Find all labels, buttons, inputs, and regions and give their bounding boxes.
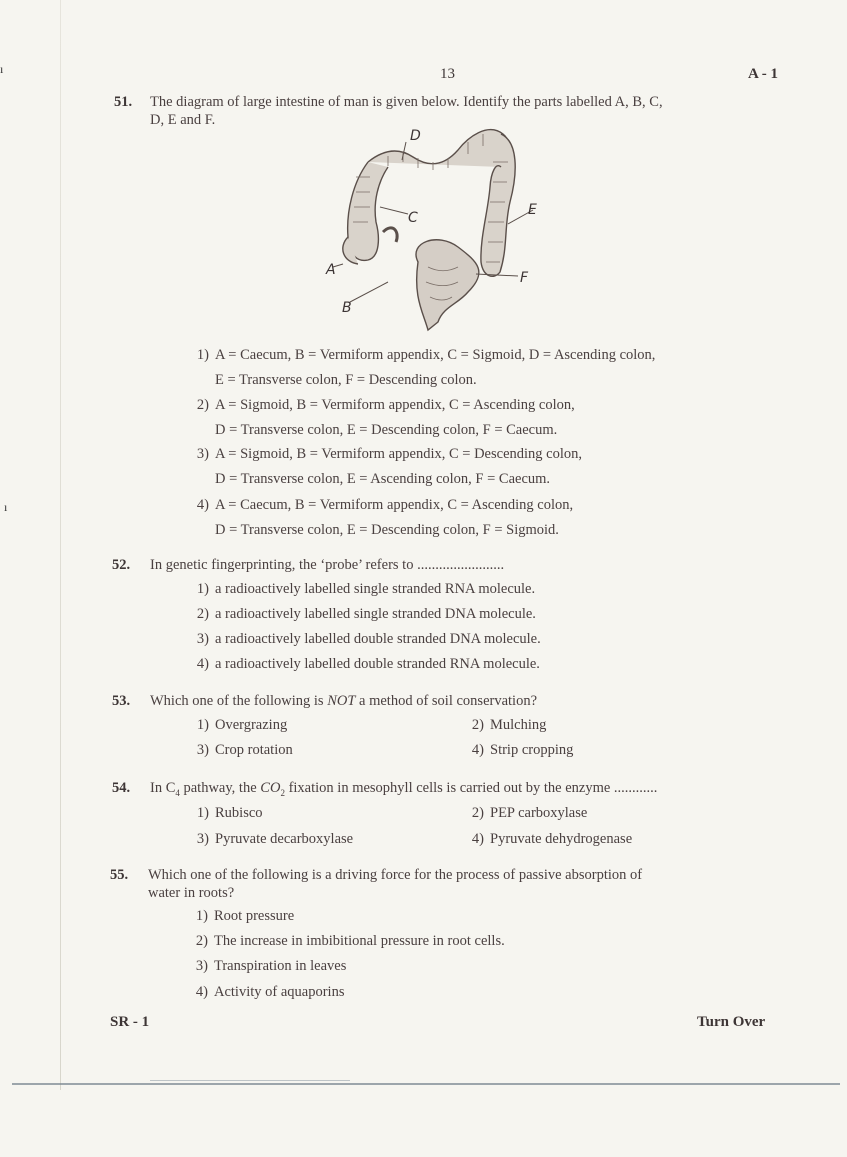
option-number: 3) — [196, 742, 209, 758]
option-text: Rubisco — [215, 805, 263, 821]
subscript: 2 — [280, 787, 285, 798]
option-text: A = Sigmoid, B = Vermiform appendix, C = Ascending colon, — [215, 397, 575, 413]
option-2[interactable] — [462, 717, 546, 734]
option-number: 1) — [196, 347, 209, 363]
option-number: 1) — [196, 717, 209, 733]
option-text: Pyruvate dehydrogenase — [490, 831, 633, 847]
option-number: 4) — [471, 742, 484, 758]
option-number: 2) — [471, 805, 484, 821]
option-text: Activity of aquaporins — [214, 984, 345, 1000]
option-number: 3) — [196, 831, 209, 847]
option-text: Overgrazing — [215, 717, 288, 733]
option-3[interactable] — [187, 742, 293, 759]
option-1[interactable] — [186, 908, 294, 925]
option-1[interactable] — [187, 347, 655, 364]
option-4[interactable] — [462, 742, 573, 759]
question-text-a: In C — [150, 780, 176, 796]
option-3-cont: D = Transverse colon, E = Ascending colon, F = Caecum. — [215, 471, 551, 487]
option-text: A = Caecum, B = Vermiform appendix, C = Sigmoid, D = Ascending colon, — [215, 347, 656, 363]
option-number: 2) — [195, 933, 208, 949]
paper-code: A - 1 — [748, 66, 778, 82]
option-number: 4) — [196, 497, 209, 513]
option-text: Mulching — [490, 717, 547, 733]
question-text-b: pathway, the — [179, 780, 261, 796]
option-text: a radioactively labelled double stranded DNA molecule. — [215, 631, 541, 647]
option-3[interactable] — [187, 831, 353, 848]
option-2[interactable] — [187, 397, 575, 414]
label-b: B — [342, 300, 352, 316]
footer-turn-over: Turn Over — [697, 1014, 766, 1030]
page-number: 13 — [440, 66, 455, 82]
question-text — [150, 779, 657, 802]
option-2[interactable] — [187, 606, 536, 623]
option-4[interactable] — [186, 984, 344, 1001]
option-number: 2) — [196, 606, 209, 622]
option-2[interactable] — [186, 933, 505, 950]
question-text-cont: water in roots? — [148, 885, 235, 901]
appendix — [383, 228, 397, 242]
option-text: PEP carboxylase — [490, 805, 588, 821]
margin-mark: ı — [0, 62, 4, 76]
option-text: The increase in imbibitional pressure in root cells. — [214, 933, 505, 949]
option-text: a radioactively labelled single stranded DNA molecule. — [215, 606, 536, 622]
option-text: Pyruvate decarboxylase — [215, 831, 354, 847]
question-text-b: a method of soil conservation? — [355, 693, 538, 709]
option-number: 1) — [196, 581, 209, 597]
large-intestine-diagram — [318, 122, 548, 340]
question-text-c: fixation in mesophyll cells is carried out by the enzyme ............ — [284, 780, 658, 796]
option-number: 3) — [196, 446, 209, 462]
option-1-cont: E = Transverse colon, F = Descending colon. — [215, 372, 477, 388]
option-number: 3) — [196, 631, 209, 647]
option-1[interactable] — [187, 805, 263, 822]
option-text: a radioactively labelled double stranded RNA molecule. — [215, 656, 540, 672]
option-2-cont: D = Transverse colon, E = Descending colon, F = Caecum. — [215, 422, 558, 438]
option-number: 4) — [471, 831, 484, 847]
option-3[interactable] — [187, 446, 582, 463]
label-c: C — [408, 210, 418, 226]
option-4-cont: D = Transverse colon, E = Descending colon, F = Sigmoid. — [215, 522, 559, 538]
option-4[interactable] — [187, 656, 540, 673]
question-text — [150, 692, 537, 710]
label-e: E — [528, 202, 537, 218]
question-text: Which one of the following is a driving force for the process of passive absorption of — [148, 867, 643, 883]
emphasis-not: NOT — [327, 693, 356, 709]
option-number: 1) — [196, 805, 209, 821]
option-number: 1) — [195, 908, 208, 924]
margin-mark: ı — [4, 500, 8, 514]
option-number: 4) — [196, 656, 209, 672]
label-a: A — [326, 262, 336, 278]
option-text: A = Sigmoid, B = Vermiform appendix, C = Descending colon, — [215, 446, 582, 462]
question-number: 55. — [110, 867, 129, 883]
option-text: Crop rotation — [215, 742, 293, 758]
page-bottom-edge-shadow — [150, 1080, 350, 1081]
transverse-colon — [368, 130, 509, 167]
option-text: A = Caecum, B = Vermiform appendix, C = Ascending colon, — [215, 497, 574, 513]
label-d: D — [410, 128, 421, 144]
option-4[interactable] — [187, 497, 573, 514]
option-2[interactable] — [462, 805, 587, 822]
option-3[interactable] — [187, 631, 541, 648]
question-number: 54. — [112, 780, 131, 796]
option-number: 2) — [196, 397, 209, 413]
question-number: 53. — [112, 693, 131, 709]
question-text-cont: D, E and F. — [150, 112, 216, 128]
question-text: In genetic fingerprinting, the ‘probe’ refers to ........................ — [150, 557, 505, 573]
option-text: Strip cropping — [490, 742, 574, 758]
question-text-a: Which one of the following is — [150, 693, 328, 709]
page-edge — [60, 0, 61, 1090]
option-1[interactable] — [187, 581, 535, 598]
question-number: 51. — [114, 94, 133, 110]
option-3[interactable] — [186, 958, 346, 975]
footer-series: SR - 1 — [110, 1014, 150, 1030]
option-number: 4) — [195, 984, 208, 1000]
option-1[interactable] — [187, 717, 287, 734]
co-formula: CO — [260, 780, 281, 796]
question-text: The diagram of large intestine of man is given below. Identify the parts labelled A, B, C, — [150, 94, 663, 110]
page-bottom-edge — [12, 1083, 840, 1085]
question-number: 52. — [112, 557, 131, 573]
option-number: 2) — [471, 717, 484, 733]
subscript: 4 — [175, 787, 180, 798]
option-number: 3) — [195, 958, 208, 974]
label-f: F — [520, 270, 529, 286]
option-text: Transpiration in leaves — [214, 958, 347, 974]
rectum — [416, 240, 479, 330]
option-4[interactable] — [462, 831, 632, 848]
option-text: a radioactively labelled single stranded RNA molecule. — [215, 581, 536, 597]
option-text: Root pressure — [214, 908, 295, 924]
